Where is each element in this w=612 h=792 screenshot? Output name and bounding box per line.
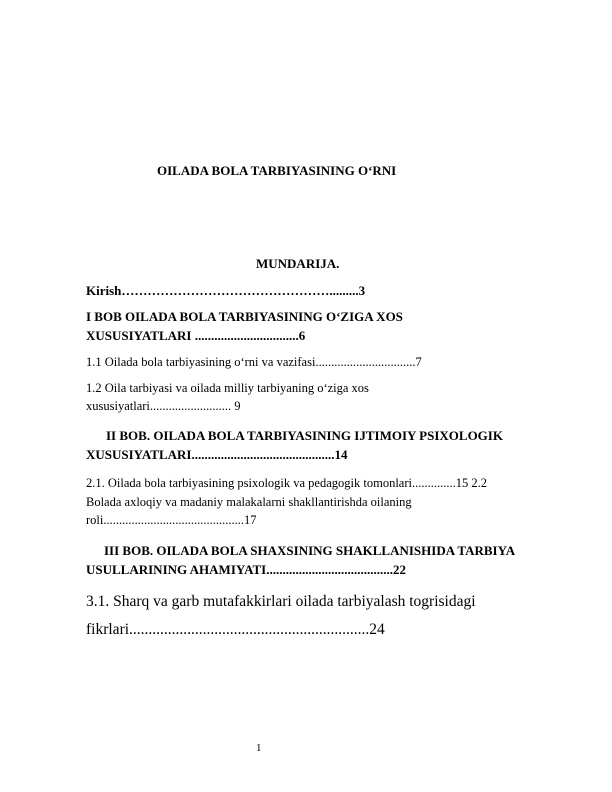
toc-heading: MUNDARIJA.: [256, 256, 340, 271]
toc-entry-section-2-1: 2.1. Oilada bola tarbiyasining psixologik va pedagogik tomonlari..............15 2.2: [86, 476, 487, 490]
toc-entry-chapter-1-cont: XUSUSIYATLARI ................................6: [86, 328, 306, 343]
toc-entry-chapter-3-cont: USULLARINING AHAMIYATI.......................................22: [86, 562, 406, 577]
toc-entry-section-1-1: 1.1 Oilada bola tarbiyasining o‘rni va vazifasi................................7: [86, 355, 422, 369]
toc-entry-section-3-1: 3.1. Sharq va garb mutafakkirlari oilada tarbiyalash togrisidagi: [86, 593, 476, 610]
toc-entry-chapter-1: I BOB OILADA BOLA TARBIYASINING O‘ZIGA XOS: [86, 309, 403, 324]
document-title: OILADA BOLA TARBIYASINING O‘RNI: [157, 163, 397, 178]
toc-entry-chapter-2-cont: XUSUSIYATLARI............................................14: [86, 447, 348, 462]
toc-entry-section-2-2-cont: roli.............................................17: [86, 513, 257, 527]
toc-entry-section-1-2-cont: xususiyatlari.......................... 9: [86, 399, 241, 413]
toc-entry-section-3-1-cont: fikrlari..............................................................24: [86, 621, 385, 638]
toc-entry-chapter-3: III BOB. OILADA BOLA SHAXSINING SHAKLLANISHIDA TARBIYA: [104, 543, 516, 558]
toc-entry-chapter-2: II BOB. OILADA BOLA TARBIYASINING IJTIMOIY PSIXOLOGIK: [106, 428, 503, 443]
toc-entry-section-1-2: 1.2 Oila tarbiyasi va oilada milliy tarbiyaning o‘ziga xos: [86, 381, 369, 395]
toc-entry-section-2-2: Bolada axloqiy va madaniy malakalarni shakllantirishda oilaning: [86, 495, 412, 509]
page-number: 1: [256, 742, 262, 754]
toc-entry-intro: Kirish………………………………………….........3: [86, 283, 366, 298]
